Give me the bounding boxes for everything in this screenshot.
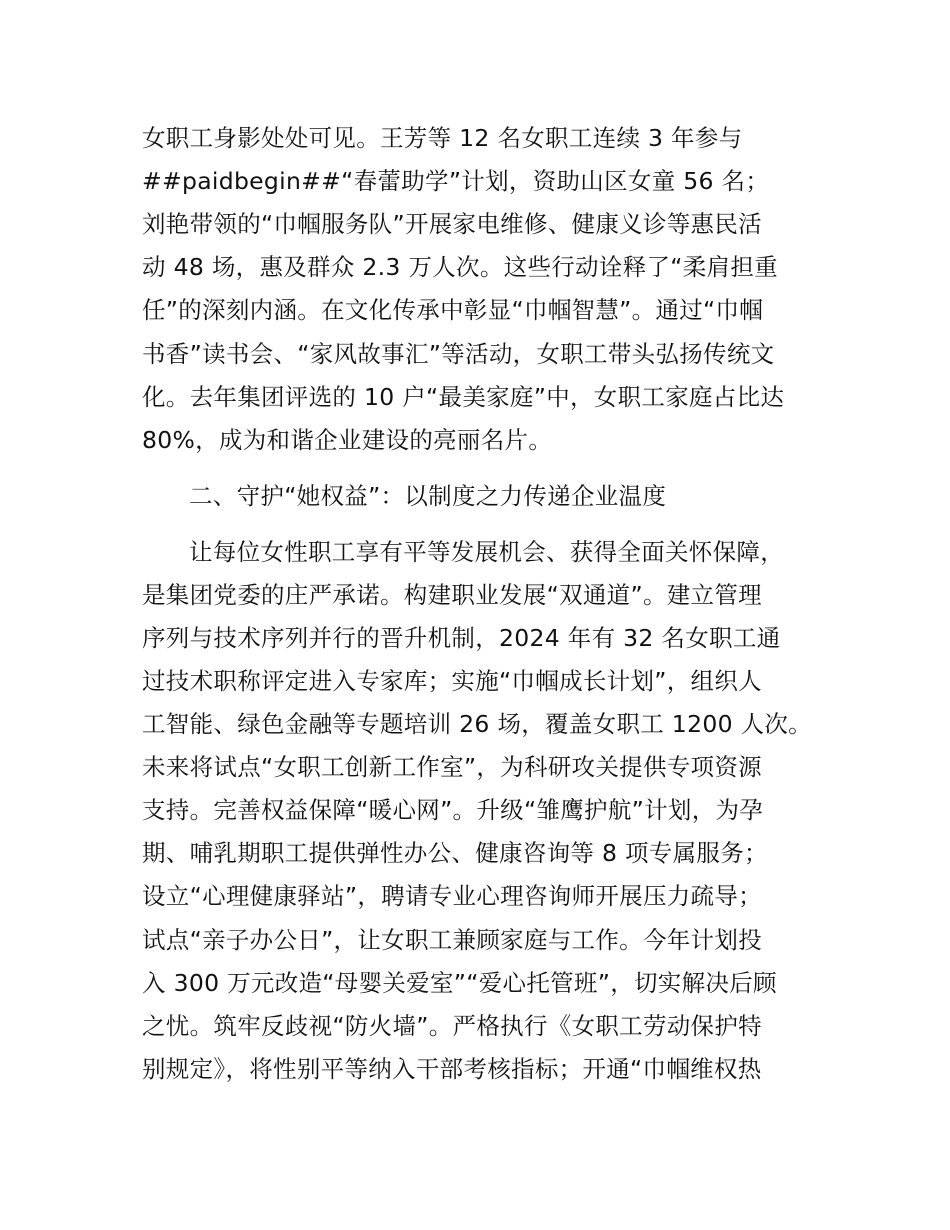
body-text-line: ##paidbegin##“春蕾助学”计划，资助山区女童 56 名； (142, 167, 770, 195)
body-text-line: 期、哺乳期职工提供弹性办公、健康咨询等 8 项专属服务； (142, 839, 768, 867)
body-text-line: 是集团党委的庄严承诺。构建职业发展“双通道”。建立管理 (142, 581, 762, 609)
body-text-line: 刘艳带领的“巾帼服务队”开展家电维修、健康义诊等惠民活 (142, 210, 762, 238)
body-text-line: 之忧。筑牢反歧视“防火墙”。严格执行《女职工劳动保护特 (142, 1012, 762, 1040)
section-heading: 二、守护“她权益”：以制度之力传递企业温度 (189, 482, 667, 510)
body-text-line: 动 48 场，惠及群众 2.3 万人次。这些行动诠释了“柔肩担重 (142, 253, 778, 281)
body-text-line: 支持。完善权益保障“暖心网”。升级“雏鹰护航”计划，为孕 (142, 796, 764, 824)
body-text-line: 80%，成为和谐企业建设的亮丽名片。 (142, 426, 553, 454)
body-text-line: 化。去年集团评选的 10 户“最美家庭”中，女职工家庭占比达 (142, 383, 785, 411)
body-text-line: 让每位女性职工享有平等发展机会、获得全面关怀保障， (189, 538, 784, 566)
body-text-line: 书香”读书会、“家风故事汇”等活动，女职工带头弘扬传统文 (142, 340, 775, 368)
body-text-line: 别规定》，将性别平等纳入干部考核指标；开通“巾帼维权热 (142, 1055, 762, 1083)
body-text-line: 序列与技术序列并行的晋升机制，2024 年有 32 名女职工通 (142, 624, 781, 652)
body-text-line: 女职工身影处处可见。王芳等 12 名女职工连续 3 年参与 (142, 124, 743, 152)
body-text-line: 入 300 万元改造“母婴关爱室”“爱心托管班”，切实解决后顾 (142, 969, 777, 997)
body-text-line: 过技术职称评定进入专家库；实施“巾帼成长计划”，组织人 (142, 667, 762, 695)
body-text-line: 设立“心理健康驿站”，聘请专业心理咨询师开展压力疏导； (142, 882, 762, 910)
body-text-line: 工智能、绿色金融等专题培训 26 场，覆盖女职工 1200 人次。 (142, 710, 812, 738)
body-text-line: 任”的深刻内涵。在文化传承中彰显“巾帼智慧”。通过“巾帼 (142, 296, 764, 324)
body-text-line: 试点“亲子办公日”，让女职工兼顾家庭与工作。今年计划投 (142, 926, 762, 954)
body-text-line: 未来将试点“女职工创新工作室”，为科研攻关提供专项资源 (142, 753, 762, 781)
